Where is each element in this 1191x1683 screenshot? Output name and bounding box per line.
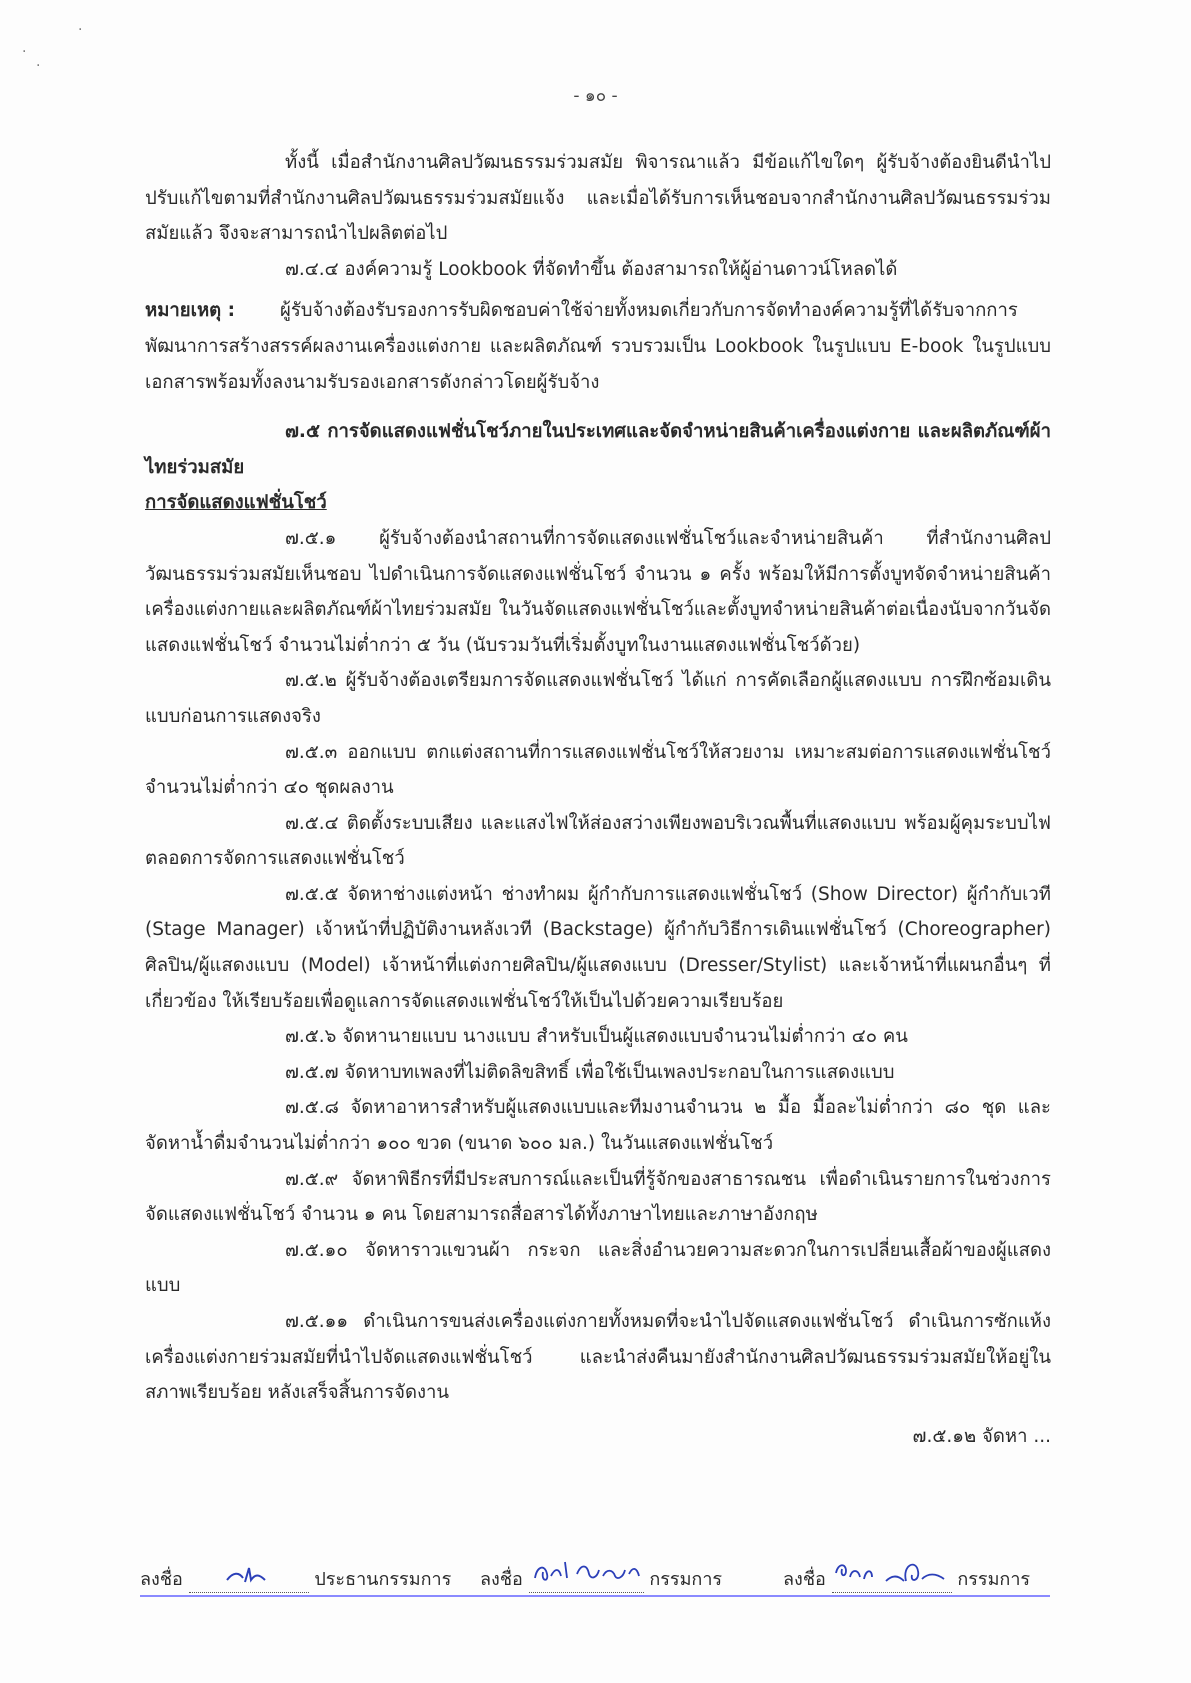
footer-rule (140, 1595, 1050, 1597)
signature-prefix: ลงชื่อ (480, 1569, 523, 1590)
signature-block (140, 1552, 1050, 1592)
note-text: ผู้รับจ้างต้องรับรองการรับผิดชอบค่าใช้จ่ายทั้งหมดเกี่ยวกับการจัดทำองค์ความรู้ที่ได้รับจากการพัฒนาการสร้างสรรค์ผลงานเครื่องแต่งกาย และผลิตภัณฑ์ รวบรวมเป็น Lookbook ในรูปแบบ E-book ในรูปแบบเอกสารพร้อมทั้งลงนามรับรองเอกสารดังกล่าวโดยผู้รับจ้าง (145, 300, 1051, 393)
handwritten-signature-icon (832, 1555, 952, 1591)
continuation-marker: ๗.๕.๑๒ จัดหา ... (912, 1425, 1051, 1447)
list-item: ๗.๕.๓ ออกแบบ ตกแต่งสถานที่การแสดงแฟชั่นโชว์ให้สวยงาม เหมาะสมต่อการแสดงแฟชั่นโชว์จำนวนไม่ต่ำกว่า ๔๐ ชุดผลงาน (145, 741, 1051, 799)
list-item: ๗.๕.๒ ผู้รับจ้างต้องเตรียมการจัดแสดงแฟชั่นโชว์ ได้แก่ การคัดเลือกผู้แสดงแบบ การฝึกซ้อมเดินแบบก่อนการแสดงจริง (145, 670, 1051, 727)
document-body (145, 145, 1051, 1454)
paragraph-lookbook-download: ๗.๔.๔ องค์ความรู้ Lookbook ที่จัดทำขึ้น ต้องสามารถให้ผู้อ่านดาวน์โหลดได้ (285, 258, 898, 280)
list-item: ๗.๕.๑ ผู้รับจ้างต้องนำสถานที่การจัดแสดงแฟชั่นโชว์และจำหน่ายสินค้า ที่สำนักงานศิลปวัฒนธรรมร่วมสมัยเห็นชอบ ไปดำเนินการจัดแสดงแฟชั่นโชว์ จำนวน ๑ ครั้ง พร้อมให้มีการตั้งบูทจัดจำหน่ายสินค้า เครื่องแต่งกายและผลิตภัณฑ์ผ้าไทยร่วมสมัย ในวันจัดแสดงแฟชั่นโชว์และตั้งบูทจำหน่ายสินค้าต่อเนื่องนับจากวันจัดแสดงแฟชั่นโชว์ จำนวนไม่ต่ำกว่า ๕ วัน (นับรวมวันที่เริ่มตั้งบูทในงานแสดงแฟชั่นโชว์ด้วย) (145, 527, 1051, 656)
list-item: ๗.๕.๑๑ ดำเนินการขนส่งเครื่องแต่งกายทั้งหมดที่จะนำไปจัดแสดงแฟชั่นโชว์ ดำเนินการซักแห้งเครื่องแต่งกายร่วมสมัยที่นำไปจัดแสดงแฟชั่นโชว์ และนำส่งคืนมายังสำนักงานศิลปวัฒนธรรมร่วมสมัยให้อยู่ในสภาพเรียบร้อย หลังเสร็จสิ้นการจัดงาน (145, 1311, 1051, 1404)
list-item: ๗.๕.๕ จัดหาช่างแต่งหน้า ช่างทำผม ผู้กำกับการแสดงแฟชั่นโชว์ (Show Director) ผู้กำกับเวที (Stage Manager) เจ้าหน้าที่ปฏิบัติงานหลังเวที (Backstage) ผู้กำกับวิธีการเดินแฟชั่นโชว์ (Choreographer) ศิลปิน/ผู้แสดงแบบ (Model) เจ้าหน้าที่แต่งกายศิลปิน/ผู้แสดงแบบ (Dresser/Stylist) และเจ้าหน้าที่แผนกอื่นๆ ที่เกี่ยวข้อง ให้เรียบร้อยเพื่อดูแลการจัดแสดงแฟชั่นโชว์ให้เป็นไปด้วยความเรียบร้อย (145, 883, 1051, 1012)
list-item: ๗.๕.๗ จัดหาบทเพลงที่ไม่ติดลิขสิทธิ์ เพื่อใช้เป็นเพลงประกอบในการแสดงแบบ (285, 1061, 895, 1083)
note-label: หมายเหตุ : (145, 300, 235, 322)
signature-line (189, 1574, 309, 1593)
list-item: ๗.๕.๑๐ จัดหาราวแขวนผ้า กระจก และสิ่งอำนวยความสะดวกในการเปลี่ยนเสื้อผ้าของผู้แสดงแบบ (145, 1239, 1051, 1297)
signature-member-1 (480, 1564, 722, 1593)
page-number: - ๑๐ - (573, 86, 618, 106)
scan-speck: · (36, 58, 41, 74)
signature-prefix: ลงชื่อ (783, 1569, 826, 1590)
section-heading: ๗.๕ การจัดแสดงแฟชั่นโชว์ภายในประเทศและจัดจำหน่ายสินค้าเครื่องแต่งกาย และผลิตภัณฑ์ผ้าไทยร่วมสมัย (145, 421, 1051, 478)
handwritten-signature-icon (529, 1556, 644, 1590)
note-paragraph (145, 293, 1051, 400)
signature-line (832, 1574, 952, 1593)
scan-speck: · (22, 44, 27, 60)
handwritten-signature-icon (189, 1560, 309, 1590)
signature-line (529, 1574, 644, 1593)
sub-heading: การจัดแสดงแฟชั่นโชว์ (145, 492, 327, 514)
signature-role: กรรมการ (957, 1569, 1031, 1590)
list-item: ๗.๕.๖ จัดหานายแบบ นางแบบ สำหรับเป็นผู้แสดงแบบจำนวนไม่ต่ำกว่า ๔๐ คน (285, 1026, 908, 1048)
signature-prefix: ลงชื่อ (140, 1569, 183, 1590)
signature-member-2 (783, 1564, 1030, 1593)
list-item: ๗.๕.๙ จัดหาพิธีกรที่มีประสบการณ์และเป็นที่รู้จักของสาธารณชน เพื่อดำเนินรายการในช่วงการจัดแสดงแฟชั่นโชว์ จำนวน ๑ คน โดยสามารถสื่อสารได้ทั้งภาษาไทยและภาษาอังกฤษ (145, 1168, 1051, 1226)
signature-chairman (140, 1564, 451, 1593)
signature-role: ประธานกรรมการ (314, 1569, 452, 1590)
paragraph-revision: ทั้งนี้ เมื่อสำนักงานศิลปวัฒนธรรมร่วมสมัย พิจารณาแล้ว มีข้อแก้ไขใดๆ ผู้รับจ้างต้องยินดีนำไปปรับแก้ไขตามที่สำนักงานศิลปวัฒนธรรมร่วมสมัยแจ้ง และเมื่อได้รับการเห็นชอบจากสำนักงานศิลปวัฒนธรรมร่วมสมัยแล้ว จึงจะสามารถนำไปผลิตต่อไป (145, 152, 1051, 245)
list-item: ๗.๕.๘ จัดหาอาหารสำหรับผู้แสดงแบบและทีมงานจำนวน ๒ มื้อ มื้อละไม่ต่ำกว่า ๘๐ ชุด และจัดหาน้ำดื่มจำนวนไม่ต่ำกว่า ๑๐๐ ขวด (ขนาด ๖๐๐ มล.) ในวันแสดงแฟชั่นโชว์ (145, 1097, 1051, 1155)
list-item: ๗.๕.๔ ติดตั้งระบบเสียง และแสงไฟให้ส่องสว่างเพียงพอบริเวณพื้นที่แสดงแบบ พร้อมผู้คุมระบบไฟตลอดการจัดการแสดงแฟชั่นโชว์ (145, 812, 1051, 870)
signature-role: กรรมการ (649, 1569, 723, 1590)
scan-speck: · (78, 22, 83, 38)
